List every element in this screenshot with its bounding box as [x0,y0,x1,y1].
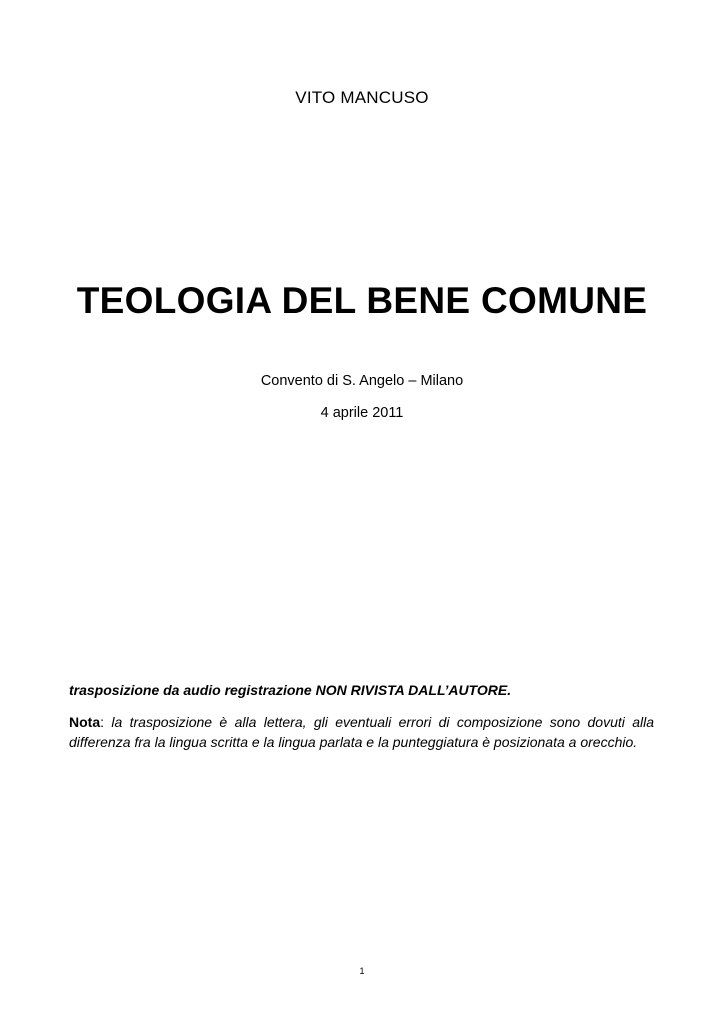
venue-line: Convento di S. Angelo – Milano [260,373,464,389]
transposition-notice: trasposizione da audio registrazione NON RIVISTA DALL’AUTORE. [69,682,512,698]
note-separator: : [100,714,105,730]
note-text: la trasposizione è alla lettera, gli eventuali errori di composizione sono dovuti alla differenza fra la lingua scritta e la lingua parlata e la punteggiatura è posizionata a orecchio. [69,714,654,750]
author-name: VITO MANCUSO [295,88,429,107]
page-number: 1 [359,966,365,976]
document-title: TEOLOGIA DEL BENE COMUNE [76,280,648,321]
note-label: Nota [69,714,101,730]
note-paragraph [69,712,654,752]
date-line: 4 aprile 2011 [320,405,404,421]
